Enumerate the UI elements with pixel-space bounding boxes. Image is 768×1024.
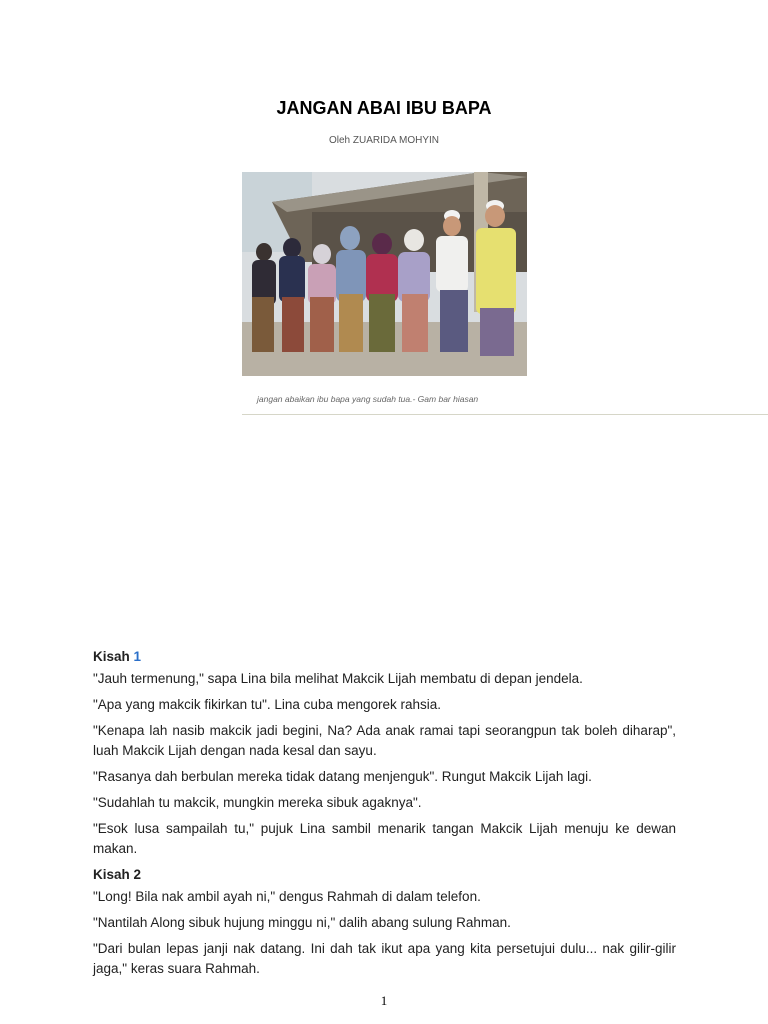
story1-paragraph: "Kenapa lah nasib makcik jadi begini, Na? Ada anak ramai tapi seorangpun tak boleh diharap", luah Makcik Lijah dengan nada kesal dan sayu. [93, 723, 676, 758]
story2-paragraph: "Dari bulan lepas janji nak datang. Ini dah tak ikut apa yang kita persetujui dulu... nak gilir-gilir jaga," keras suara Rahmah. [93, 941, 676, 976]
page-number: 1 [380, 993, 388, 1008]
story2-paragraph: "Nantilah Along sibuk hujung minggu ni," dalih abang sulung Rahman. [93, 915, 511, 930]
story1-paragraph: "Sudahlah tu makcik, mungkin mereka sibuk agaknya". [93, 795, 422, 810]
story1-paragraph: "Apa yang makcik fikirkan tu". Lina cuba mengorek rahsia. [93, 697, 442, 712]
story1-heading: Kisah 1 [93, 649, 142, 664]
story1-paragraph: "Jauh termenung," sapa Lina bila melihat Makcik Lijah membatu di depan jendela. [93, 671, 583, 686]
story1-paragraph: "Esok lusa sampailah tu," pujuk Lina sambil menarik tangan Makcik Lijah menuju ke dewan makan. [93, 821, 676, 856]
article-photo [242, 172, 527, 376]
photo-caption: jangan abaikan ibu bapa yang sudah tua.- Gam bar hiasan [257, 394, 479, 404]
story-body [93, 647, 676, 985]
story1-paragraph: "Rasanya dah berbulan mereka tidak datang menjenguk". Rungut Makcik Lijah lagi. [93, 769, 592, 784]
caption-divider [242, 414, 768, 415]
story2-paragraph: "Long! Bila nak ambil ayah ni," dengus Rahmah di dalam telefon. [93, 889, 481, 904]
article-title: JANGAN ABAI IBU BAPA [276, 98, 492, 118]
article-byline: Oleh ZUARIDA MOHYIN [328, 135, 440, 146]
story2-heading: Kisah 2 [93, 867, 142, 882]
